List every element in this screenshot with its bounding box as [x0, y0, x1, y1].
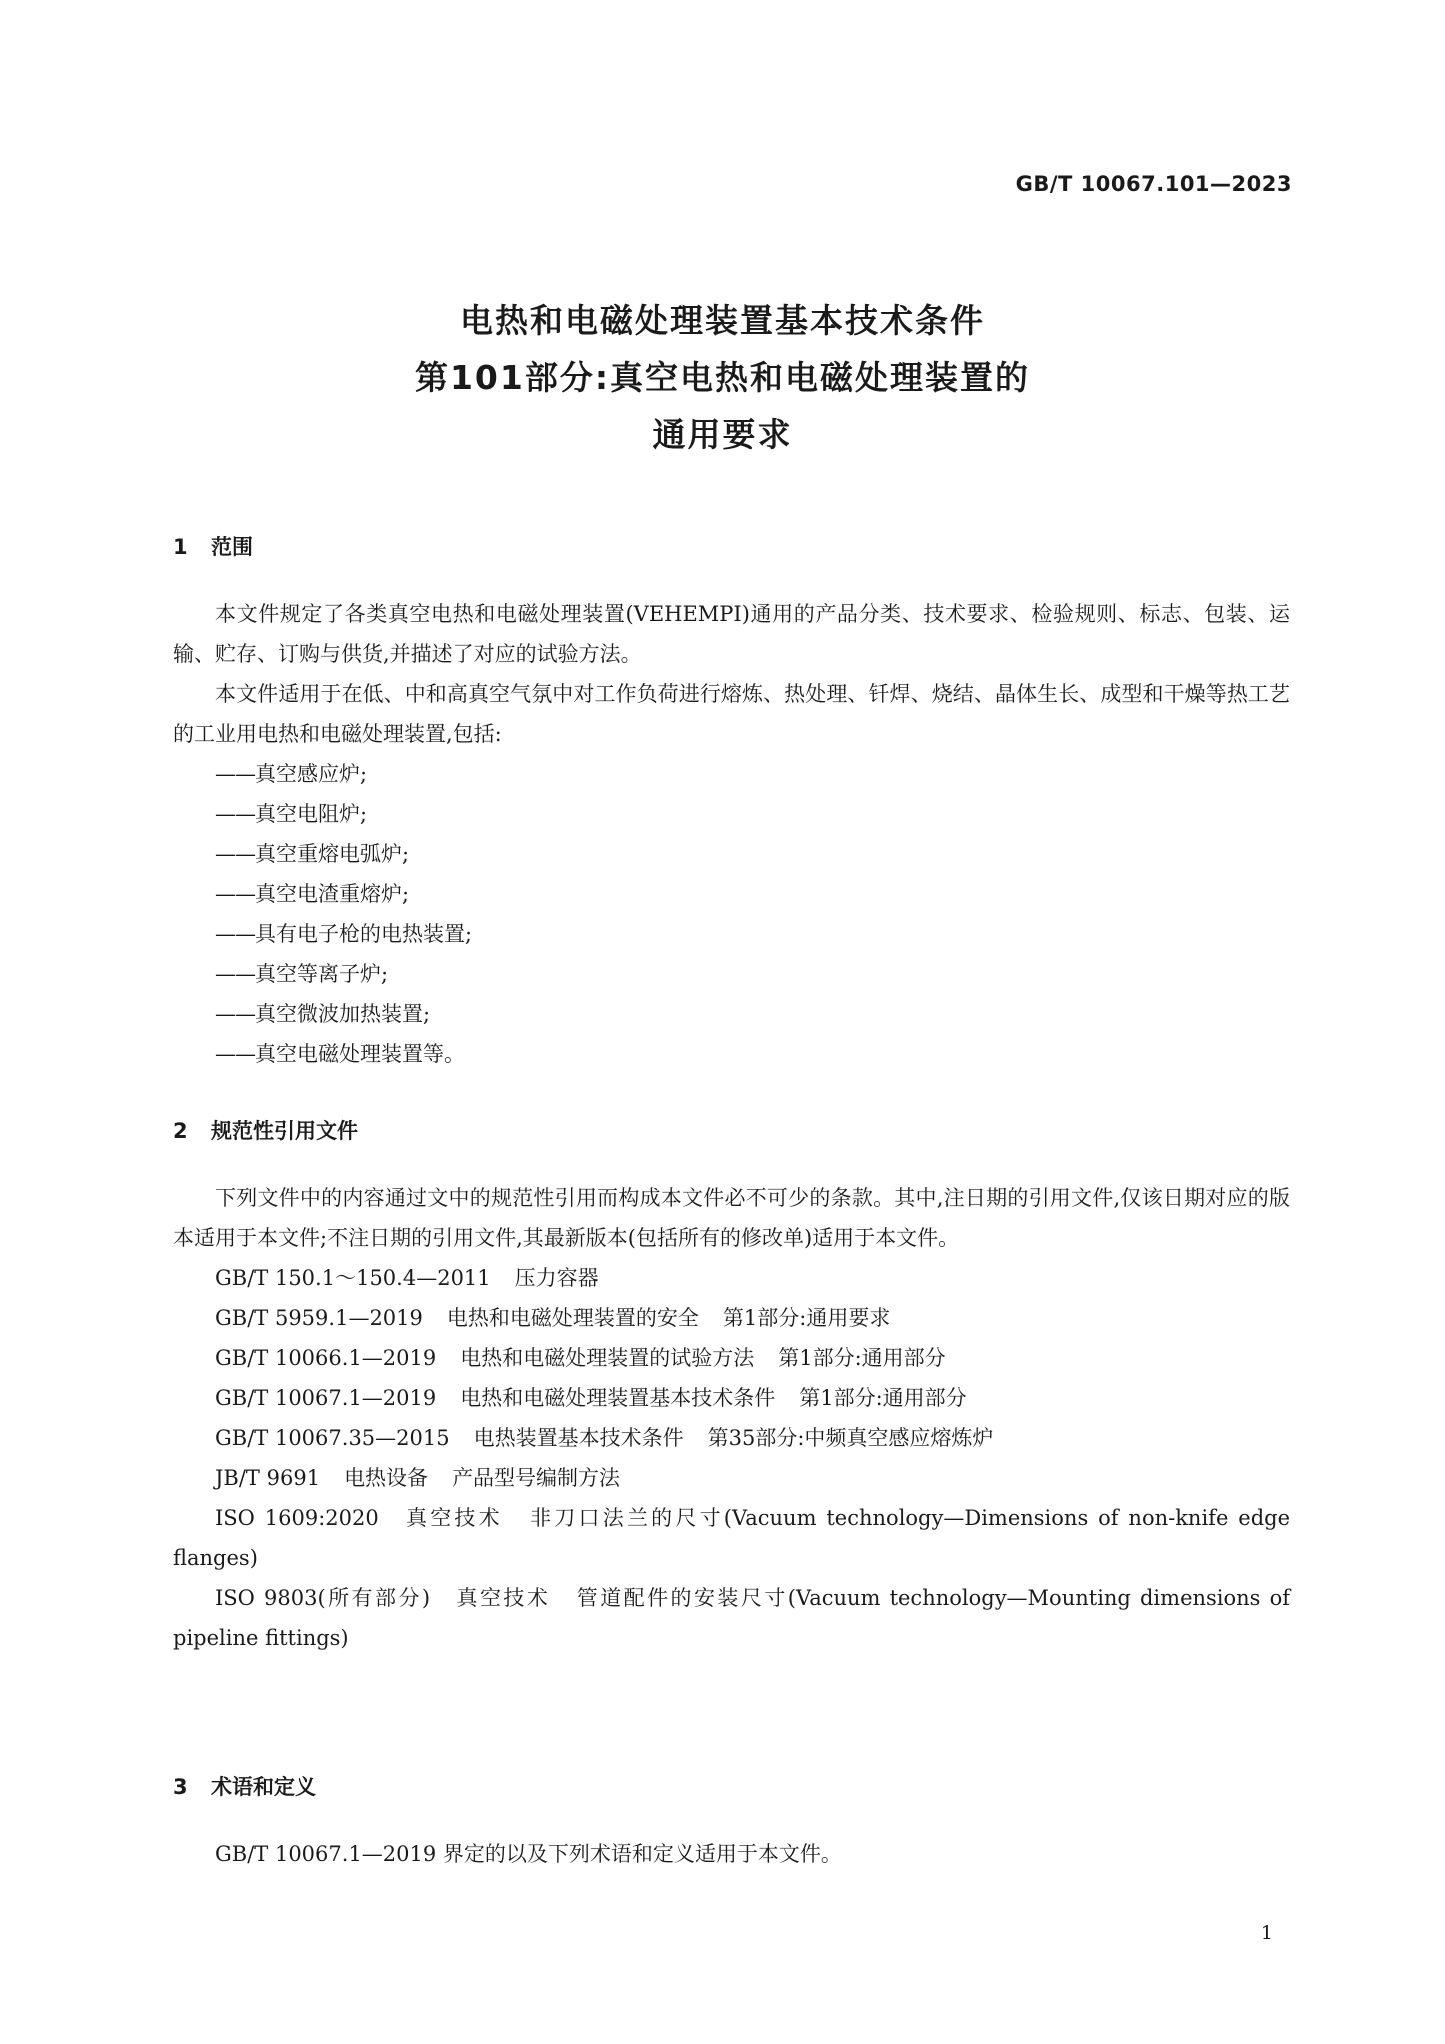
- title-line-3: 通用要求: [652, 415, 793, 454]
- reference-title: 真空技术: [454, 1586, 551, 1610]
- reference-title: 电热装置基本技术条件: [473, 1426, 684, 1450]
- reference-code: ISO 9803(所有部分): [215, 1586, 431, 1610]
- section-title: 术语和定义: [211, 1775, 316, 1799]
- paragraph: GB/T 10067.1—2019 界定的以及下列术语和定义适用于本文件。: [215, 1842, 842, 1866]
- reference-code: JB/T 9691: [215, 1466, 321, 1490]
- reference-code: GB/T 10066.1—2019: [215, 1346, 437, 1370]
- section-1-heading: [173, 531, 253, 561]
- page-number: 1: [1260, 1922, 1273, 1944]
- title-line-1: 电热和电磁处理装置基本技术条件: [460, 301, 985, 340]
- standard-number: GB/T 10067.101—2023: [1015, 172, 1292, 196]
- list-item: —— 真空电渣重熔炉;: [173, 874, 1290, 914]
- reference-part: 第1部分:通用部分: [799, 1386, 967, 1410]
- section-2-body: [173, 1178, 1290, 1658]
- list-item: —— 真空感应炉;: [173, 754, 1290, 794]
- section-title: 规范性引用文件: [211, 1119, 358, 1143]
- reference-item: [173, 1498, 1290, 1578]
- paragraph: 本文件规定了各类真空电热和电磁处理装置(VEHEMPI)通用的产品分类、技术要求、检验规则、标志、包装、运输、贮存、订购与供货,并描述了对应的试验方法。: [173, 602, 1290, 666]
- title-line-2: 第101部分:真空电热和电磁处理装置的: [414, 358, 1031, 397]
- section-2-heading: [173, 1115, 358, 1145]
- section-3-heading: [173, 1771, 316, 1801]
- reference-title: 电热和电磁处理装置的安全: [446, 1306, 699, 1330]
- list-item: —— 真空重熔电弧炉;: [173, 834, 1290, 874]
- reference-part: 第1部分:通用部分: [778, 1346, 946, 1370]
- document-title: [0, 292, 1445, 463]
- list-item: —— 真空微波加热装置;: [173, 994, 1290, 1034]
- reference-title: 电热设备: [344, 1466, 429, 1490]
- section-number: 1: [173, 535, 188, 559]
- reference-part: 非刀口法兰的尺寸(Vacuum technology—Dimensions of non-knife edge flanges): [173, 1506, 1291, 1570]
- reference-title: 压力容器: [514, 1266, 599, 1290]
- paragraph: 本文件适用于在低、中和高真空气氛中对工作负荷进行熔炼、热处理、钎焊、烧结、晶体生长、成型和干燥等热工艺的工业用电热和电磁处理装置,包括:: [173, 682, 1290, 746]
- list-item: —— 真空电阻炉;: [173, 794, 1290, 834]
- reference-part: 第1部分:通用要求: [722, 1306, 891, 1330]
- section-title: 范围: [211, 535, 253, 559]
- reference-title: 电热和电磁处理装置基本技术条件: [460, 1386, 776, 1410]
- section-1-body: [173, 594, 1290, 1074]
- reference-code: GB/T 150.1～150.4—2011: [215, 1266, 491, 1290]
- section-number: 2: [173, 1119, 188, 1143]
- reference-part: 第35部分:中频真空感应熔炼炉: [707, 1426, 994, 1450]
- reference-item: [173, 1338, 1290, 1378]
- reference-item: [173, 1298, 1290, 1338]
- reference-part: 产品型号编制方法: [452, 1466, 621, 1490]
- list-item: —— 真空电磁处理装置等。: [173, 1034, 1290, 1074]
- section-number: 3: [173, 1775, 188, 1799]
- reference-code: GB/T 10067.1—2019: [215, 1386, 437, 1410]
- reference-code: ISO 1609:2020: [215, 1506, 379, 1530]
- reference-item: [173, 1418, 1290, 1458]
- reference-code: GB/T 10067.35—2015: [215, 1426, 450, 1450]
- reference-title: 真空技术: [402, 1506, 503, 1530]
- reference-item: [173, 1578, 1290, 1658]
- reference-item: [173, 1258, 1290, 1298]
- reference-item: [173, 1458, 1290, 1498]
- reference-item: [173, 1378, 1290, 1418]
- list-item: —— 真空等离子炉;: [173, 954, 1290, 994]
- reference-part: 管道配件的安装尺寸(Vacuum technology—Mounting dimensions of pipeline fittings): [173, 1586, 1290, 1650]
- section-3-body: [173, 1834, 1290, 1874]
- reference-title: 电热和电磁处理装置的试验方法: [460, 1346, 755, 1370]
- paragraph: 下列文件中的内容通过文中的规范性引用而构成本文件必不可少的条款。其中,注日期的引用文件,仅该日期对应的版本适用于本文件;不注日期的引用文件,其最新版本(包括所有的修改单)适用于本文件。: [173, 1186, 1290, 1250]
- reference-code: GB/T 5959.1—2019: [215, 1306, 423, 1330]
- list-item: —— 具有电子枪的电热装置;: [173, 914, 1290, 954]
